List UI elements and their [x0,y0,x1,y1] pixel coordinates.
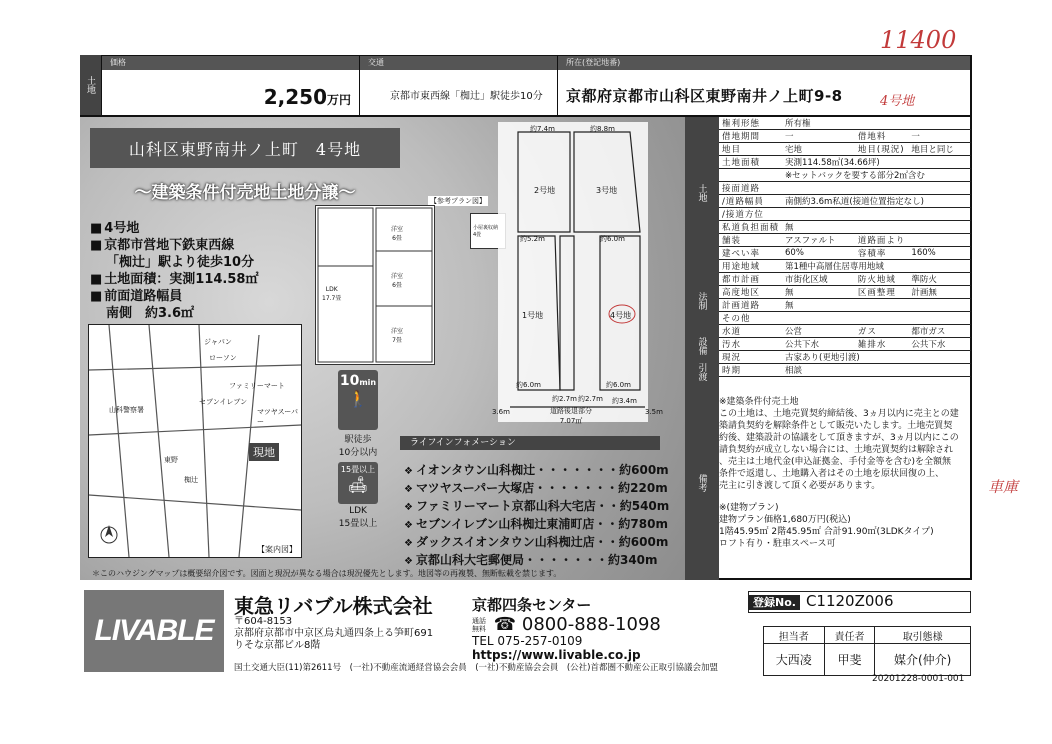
header-row [80,55,972,117]
bedroom: 洋室 6畳 [391,273,404,289]
staff-header: 担当者 [764,627,825,644]
registration-box [748,591,971,613]
spec-value: 一 [782,130,855,143]
road-width: 3.6m [492,408,510,416]
lifeinfo-title: ライフインフォメーション [400,436,660,450]
road-width: 3.5m [645,408,663,416]
remarks-line: 売主に引き渡して頂く必要があります。 [719,481,881,491]
spec-value: 都市ガス [908,325,971,338]
remarks-line: ロフト有り・駐車スペース可 [719,539,836,549]
remarks-line: ※建築条件付売土地 [719,397,799,407]
spec-row [719,143,971,156]
lot-label: 2号地 [534,186,556,195]
staff-value: 甲斐 [824,644,875,676]
spec-row [719,312,971,325]
spec-value: 宅地 [782,143,855,156]
spec-key: 用途地域 [719,260,782,273]
plan-caption: 【参考プラン図】 [430,197,486,205]
remarks-line: 築請負契約を解除条件として販売いたします。土地売買契 [719,421,953,431]
address-label: 所在(登記地番) [558,56,970,70]
floor-plan-1f [315,205,435,365]
registration-label: 登録No. [749,595,800,610]
lifeinfo-list [404,462,694,570]
phone-number: TEL 075-257-0109 [472,634,583,648]
spec-value: 南側約3.6m私道(接道位置指定なし) [782,195,971,208]
map-label-text: ジャパン [204,338,232,346]
branch-name: 京都四条センター [472,596,592,614]
remarks-line: 条件で返還し、土地購入者はその土地を原状回復の上、 [719,469,945,479]
ldk-caption: LDK 15畳以上 [338,506,378,529]
lifeinfo-item: ❖ セブンイレブン山科椥辻東浦町店・・約780m [404,516,694,534]
ldk-badge-top: 15畳以上 [340,465,376,474]
registration-number: C1120Z006 [805,592,894,610]
lifeinfo-item: ❖ ダックスイオンタウン山科椥辻店・・約600m [404,534,694,552]
remarks-line: 請負契約が成立しない場合には、土地売買契約は解除され [719,445,954,455]
spec-value: 60% [782,247,855,260]
dimension-label: 約3.4m [612,397,637,405]
spec-key: 水道 [719,325,782,338]
spec-section-remarks: 備考 [685,385,719,580]
spec-row [719,195,971,208]
spec-value: 無 [782,221,971,234]
sofa-icon: 🛋 [347,475,369,494]
spec-section-facility: 設備 [685,333,719,359]
address-line: 京都府京都市中京区烏丸通四条上る笋町691 [234,628,434,639]
feature-item: ■ 4号地 [90,220,320,237]
remarks-line: ※(建物プラン) [719,503,779,513]
spec-row [719,169,971,182]
spec-value [782,182,971,195]
listing-subtitle: ～建築条件付売地土地分譲～ [134,183,356,203]
spec-value: 第1種中高層住居専用地域 [782,260,971,273]
spec-row [719,325,971,338]
address-line: りそな京都ビル8階 [234,640,321,651]
spec-value: 計画無 [908,286,971,299]
map-label-text: セブンイレブン [199,398,248,406]
spec-key: ガス [855,325,909,338]
map-label-text: 東野 [164,456,178,464]
spec-value: 公共下水 [908,338,971,351]
spec-key: 高度地区 [719,286,782,299]
spec-row [719,182,971,195]
spec-key: 建ぺい率 [719,247,782,260]
walk-minutes: 10min [339,373,377,389]
floor-plan-lines [316,206,434,364]
spec-key: /接道方位 [719,208,782,221]
spec-key: 都市計画 [719,273,782,286]
spec-row [719,299,971,312]
spec-key: 区画整理 [855,286,909,299]
spec-key: 私道負担面積 [719,221,782,234]
remarks-line: 建物プラン価格1,680万円(税込) [719,515,851,525]
spec-section-delivery: 引渡 [685,359,719,385]
spec-row [719,117,971,130]
spec-row [719,364,971,377]
map-label-text: 椥辻 [184,476,198,484]
company-url[interactable]: https://www.livable.co.jp [472,648,641,662]
spec-section-land: 土地 [685,117,719,269]
remarks-spacer [719,492,971,502]
spec-value: 所有権 [782,117,971,130]
spec-key: 容積率 [855,247,909,260]
dimension-label: 約6.0m [516,381,541,389]
spec-row [719,208,971,221]
ldk-badge [338,462,378,504]
spec-value: 無 [782,286,855,299]
dimension-label: 約6.0m [606,381,631,389]
spec-key: 接面道路 [719,182,782,195]
traffic-label: 交通 [360,56,557,70]
price-label: 価格 [102,56,359,70]
spec-key: 舗装 [719,234,782,247]
map-roads [89,325,301,557]
license-text: 国土交通大臣(11)第2611号 (一社)不動産流通経営協会会員 (一社)不動産協会会員 (公社)首都圏不動産公正取引協議会加盟 [234,663,718,673]
staff-value: 大西凌 [764,644,825,676]
loft-room: 小屋裏収納 4畳 [473,225,499,238]
spec-key: /道路幅員 [719,195,782,208]
spec-value: 古家あり(更地引渡) [782,351,971,364]
feature-item: ■ 土地面積：実測114.58㎡ [90,271,320,288]
spec-row [719,273,971,286]
remarks-block [719,396,971,550]
spec-value [782,312,971,325]
spec-key: 地目 [719,143,782,156]
document-id: 20201228-0001-001 [872,674,965,684]
spec-row [719,247,971,260]
listing-title: 山科区東野南井ノ上町 4号地 [90,128,400,168]
spec-key: 道路面より [855,234,909,247]
dimension-label: 約2.7m [552,395,577,403]
spec-section-legal: 法制 [685,269,719,333]
ldk-room: LDK 17.7畳 [322,286,342,302]
spec-value: 市街化区域 [782,273,855,286]
spec-value: 公共下水 [782,338,855,351]
spec-value: 一 [908,130,971,143]
feature-item: ■ 京都市営地下鉄東西線 [90,237,320,254]
spec-key: 雑排水 [855,338,909,351]
spec-key: 計画道路 [719,299,782,312]
walk-badge [338,370,378,430]
address-cell [558,55,970,115]
dimension-label: 約8.8m [590,125,615,133]
spec-key: 時期 [719,364,782,377]
bedroom: 洋室 6畳 [391,226,404,242]
map-label-text: 山科警察署 [109,406,144,414]
map-label-text: マツヤスーパー [257,408,298,426]
spec-value: 実測114.58㎡(34.66坪) [782,156,971,169]
feature-item: 「椥辻」駅より徒歩10分 [106,255,255,270]
spec-value [782,208,971,221]
dimension-label: 約7.4m [530,125,555,133]
toll-free-value: 0800-888-1098 [521,614,661,635]
spec-key: 防火地域 [855,273,909,286]
walker-icon: 🚶 [348,389,368,408]
price-cell [102,55,360,115]
spec-key: その他 [719,312,782,325]
bedroom: 洋室 7畳 [391,328,404,344]
site-marker: 現地 [249,443,279,461]
company-name: 東急リバブル株式会社 [234,594,433,618]
traffic-value: 京都市東西線「椥辻」駅徒歩10分 [390,91,543,102]
setback-area: 道路後退部分 7.07㎡ [550,407,592,425]
lot-label: 4号地 [610,311,632,320]
spec-key: 借地期間 [719,130,782,143]
spec-key: 地目(現況) [855,143,909,156]
map-caption: 【案内図】 [257,545,297,554]
lot-label: 1号地 [522,311,544,320]
handwritten-garage-note: 車庫 [988,478,1019,496]
feature-list [90,220,320,322]
walk-caption: 駅徒歩 10分以内 [338,435,378,458]
location-map [88,324,302,558]
postal-code: 〒604-8153 [234,616,293,627]
spec-value: 相談 [782,364,971,377]
phone-icon: ☎ [493,614,517,635]
spec-row [719,234,971,247]
map-label-text: ローソン [209,354,237,362]
handwritten-note-top: 11400 [880,26,957,54]
spec-key: 借地料 [855,130,909,143]
traffic-cell [360,55,558,115]
spec-table [719,117,971,377]
staff-table [763,626,971,676]
lifeinfo-item: ❖ 京都山科大宅郵便局・・・・・・・約340m [404,552,694,570]
lot-label: 3号地 [596,186,618,195]
dimension-label: 約5.2m [520,235,545,243]
price-value: 2,250万円 [263,85,351,109]
remarks-line: 、売主は土地代金(申込証拠金、手付金等を含む)を全額無 [719,457,952,467]
remarks-line: この土地は、土地売買契約締結後、3ヵ月以内に売主との建 [719,409,959,419]
spec-key [719,169,782,182]
remarks-line: 約後、建築設計の協議をして頂きますが、3ヵ月以内にこの [719,433,959,443]
spec-key: 権利形態 [719,117,782,130]
staff-header: 責任者 [824,627,875,644]
lifeinfo-item: ❖ イオンタウン山科椥辻・・・・・・・約600m [404,462,694,480]
feature-item: 南側 約3.6㎡ [106,306,195,321]
company-address [234,616,433,652]
spec-value [908,234,971,247]
dimension-label: 約2.7m [578,395,603,403]
spec-value: 公営 [782,325,855,338]
spec-row [719,351,971,364]
spec-key: 土地面積 [719,156,782,169]
land-side-label: 土地 [80,55,102,115]
spec-row [719,156,971,169]
spec-row [719,286,971,299]
spec-value: 160% [908,247,971,260]
spec-key: 現況 [719,351,782,364]
toll-free-number [472,614,661,635]
lifeinfo-item: ❖ マツヤスーパー大塚店・・・・・・・約220m [404,480,694,498]
site-plan [500,122,650,422]
remarks-line: 1階45.95㎡ 2階45.95㎡ 合計91.90㎡(3LDKタイプ) [719,527,934,537]
spec-key: 汚水 [719,338,782,351]
spec-row [719,130,971,143]
dimension-label: 約6.0m [600,235,625,243]
staff-value: 媒介(仲介) [875,644,971,676]
spec-value: アスファルト [782,234,855,247]
spec-row [719,260,971,273]
lifeinfo-item: ❖ ファミリーマート京都山科大宅店・・約540m [404,498,694,516]
address-value: 京都府京都市山科区東野南井ノ上町9-8 [566,87,843,105]
spec-value: 準防火 [908,273,971,286]
spec-value: ※セットバックを要する部分2㎡含む [782,169,971,182]
feature-item: ■ 前面道路幅員 [90,288,320,305]
spec-row [719,221,971,234]
toll-free-label: 通話無料 [472,617,486,633]
handwritten-lot-note: 4号地 [880,94,915,109]
map-label-text: ファミリーマート [229,382,285,390]
spec-value: 地目と同じ [908,143,971,156]
company-logo: LIVABLE [84,590,224,672]
staff-header: 取引態様 [875,627,971,644]
spec-value: 無 [782,299,971,312]
spec-row [719,338,971,351]
map-footnote: ＊このハウジングマップは概要紹介図です。図面と現況が異なる場合は現況優先とします。地図等の再複製、無断転載を禁じます。 [92,569,562,578]
